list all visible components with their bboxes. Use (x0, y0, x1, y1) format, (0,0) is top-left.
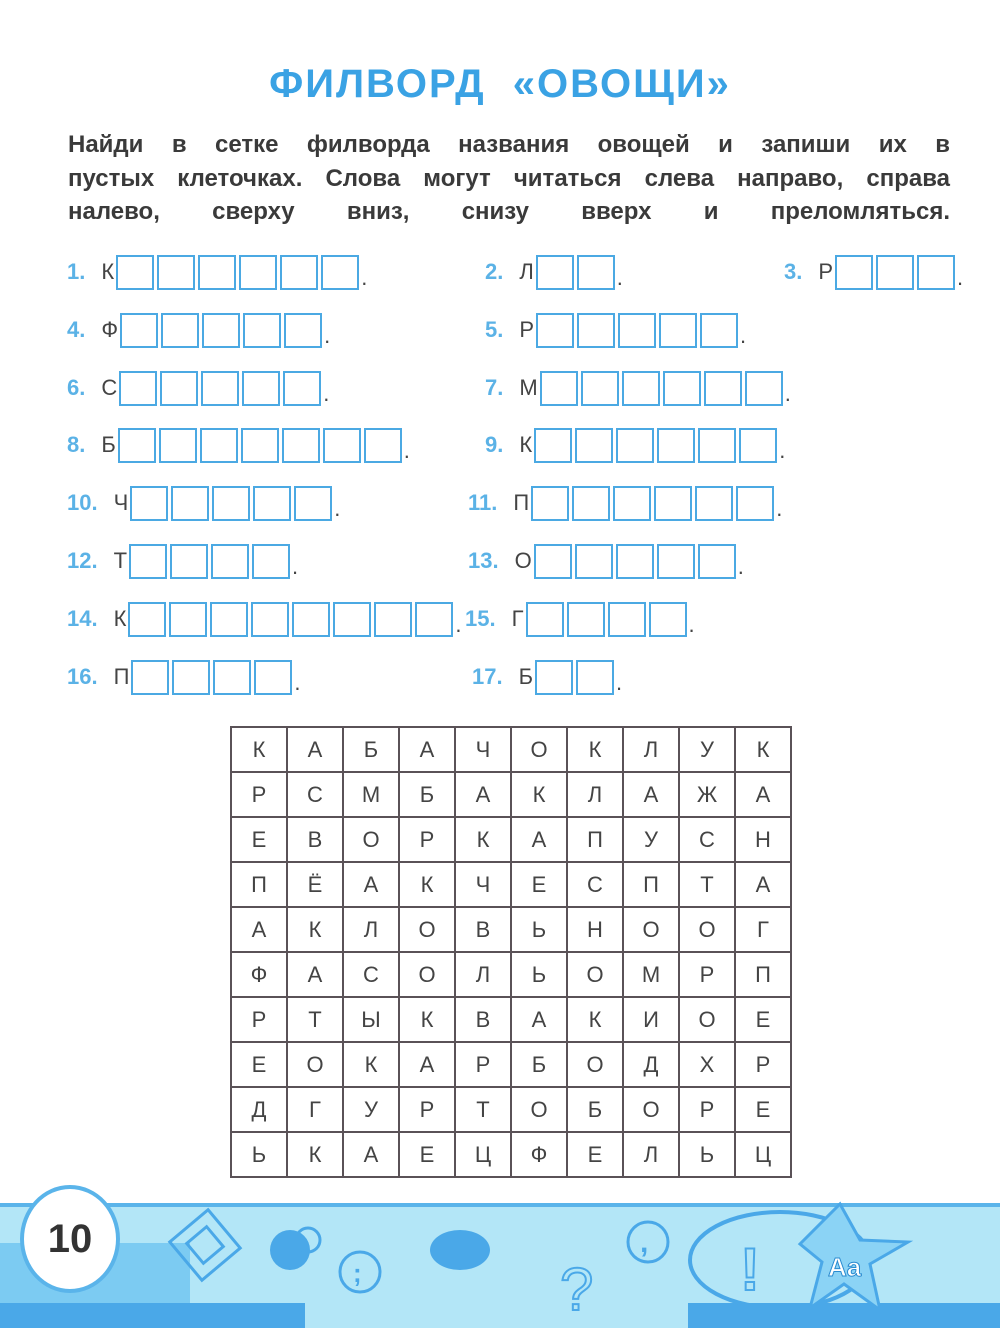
answer-letter-box[interactable] (239, 255, 277, 290)
answer-letter-box[interactable] (241, 428, 279, 463)
answer-letter-box[interactable] (534, 428, 572, 463)
page-title: ФИЛВОРД «ОВОЩИ» (269, 62, 731, 106)
item-first-letter: О (514, 548, 532, 573)
answer-letter-box[interactable] (581, 371, 619, 406)
answer-letter-box[interactable] (698, 428, 736, 463)
grid-cell[interactable]: О (343, 817, 399, 862)
period: . (292, 554, 299, 579)
grid-cell[interactable]: Е (511, 862, 567, 907)
grid-cell[interactable]: П (735, 952, 791, 997)
grid-cell[interactable]: Т (455, 1087, 511, 1132)
answer-letter-box[interactable] (283, 371, 321, 406)
item-first-letter: К (113, 606, 127, 631)
grid-cell[interactable]: Е (735, 1087, 791, 1132)
item-first-letter: С (101, 375, 118, 400)
answer-letter-box[interactable] (160, 371, 198, 406)
grid-cell[interactable]: О (511, 1087, 567, 1132)
answer-letter-box[interactable] (294, 486, 332, 521)
grid-cell[interactable]: Ц (735, 1132, 791, 1177)
grid-cell[interactable]: Б (567, 1087, 623, 1132)
item-number: 6. (67, 375, 86, 400)
grid-cell[interactable]: О (399, 952, 455, 997)
instruction-line: Найди в сетке филворда названия овощей и запиши их в (68, 131, 950, 158)
answer-letter-box[interactable] (534, 544, 572, 579)
grid-row (231, 907, 791, 952)
answer-letter-box[interactable] (169, 602, 207, 637)
answer-letter-box[interactable] (200, 428, 238, 463)
grid-cell[interactable]: К (231, 727, 287, 772)
grid-cell[interactable]: А (343, 862, 399, 907)
grid-cell[interactable]: А (511, 817, 567, 862)
grid-cell[interactable]: В (455, 997, 511, 1042)
grid-cell[interactable]: Р (679, 1087, 735, 1132)
answer-letter-box[interactable] (659, 313, 697, 348)
period: . (740, 323, 747, 348)
answer-letter-box[interactable] (657, 544, 695, 579)
answer-letter-box[interactable] (202, 313, 240, 348)
item-number: 8. (67, 432, 86, 457)
answer-letter-box[interactable] (213, 660, 251, 695)
period: . (776, 496, 783, 521)
grid-cell[interactable]: К (343, 1042, 399, 1087)
grid-cell[interactable]: Ц (455, 1132, 511, 1177)
grid-cell[interactable]: Т (287, 997, 343, 1042)
answer-letter-box[interactable] (211, 544, 249, 579)
answer-item (67, 254, 367, 290)
grid-cell[interactable]: Ь (511, 907, 567, 952)
grid-cell[interactable]: А (511, 997, 567, 1042)
item-first-letter: Т (113, 548, 128, 573)
grid-cell[interactable]: Е (399, 1132, 455, 1177)
grid-cell[interactable]: Ф (511, 1132, 567, 1177)
answer-letter-box[interactable] (616, 428, 654, 463)
maze-icon (170, 1210, 240, 1280)
instructions (68, 128, 950, 229)
grid-cell[interactable]: П (623, 862, 679, 907)
answer-letter-box[interactable] (835, 255, 873, 290)
grid-cell[interactable]: А (735, 772, 791, 817)
grid-row (231, 1132, 791, 1177)
grid-row (231, 1042, 791, 1087)
grid-cell[interactable]: У (623, 817, 679, 862)
grid-cell[interactable]: Ч (455, 862, 511, 907)
answer-item (485, 312, 746, 348)
answer-letter-box[interactable] (252, 544, 290, 579)
answer-letter-box[interactable] (280, 255, 318, 290)
grid-cell[interactable]: Б (343, 727, 399, 772)
grid-cell[interactable]: Л (455, 952, 511, 997)
answer-letter-box[interactable] (695, 486, 733, 521)
grid-cell[interactable]: К (511, 772, 567, 817)
answer-letter-box[interactable] (608, 602, 646, 637)
answer-item (67, 427, 410, 463)
period: . (616, 670, 623, 695)
answer-item (465, 601, 695, 637)
answer-item (67, 312, 330, 348)
period: . (403, 438, 410, 463)
period: . (779, 438, 786, 463)
grid-row (231, 997, 791, 1042)
puzzle-icon (430, 1230, 490, 1270)
period: . (455, 612, 462, 637)
svg-text:;: ; (353, 1258, 362, 1288)
answer-letter-box[interactable] (170, 544, 208, 579)
answer-item (485, 370, 791, 406)
answer-letter-box[interactable] (161, 313, 199, 348)
answer-letter-box[interactable] (540, 371, 578, 406)
answer-item (468, 543, 744, 579)
grid-cell[interactable]: А (455, 772, 511, 817)
answer-letter-box[interactable] (536, 313, 574, 348)
grid-row (231, 952, 791, 997)
answer-letter-box[interactable] (536, 255, 574, 290)
answer-letter-box[interactable] (171, 486, 209, 521)
grid-cell[interactable]: С (287, 772, 343, 817)
item-first-letter: П (113, 664, 130, 689)
svg-text:?: ? (560, 1256, 594, 1323)
item-number: 11. (468, 490, 498, 515)
answer-letter-box[interactable] (284, 313, 322, 348)
item-first-letter: Ф (101, 317, 119, 342)
item-number: 15. (465, 606, 496, 631)
grid-cell[interactable]: Е (231, 1042, 287, 1087)
answer-letter-box[interactable] (526, 602, 564, 637)
item-number: 17. (472, 664, 503, 689)
grid-cell[interactable]: Р (231, 997, 287, 1042)
item-first-letter: М (519, 375, 538, 400)
answer-letter-box[interactable] (282, 428, 320, 463)
grid-cell[interactable]: Г (287, 1087, 343, 1132)
item-number: 2. (485, 259, 504, 284)
period: . (361, 265, 368, 290)
grid-cell[interactable]: Ж (679, 772, 735, 817)
answer-letter-box[interactable] (622, 371, 660, 406)
grid-row (231, 862, 791, 907)
word-search-grid (230, 726, 792, 1178)
answer-letter-box[interactable] (251, 602, 289, 637)
grid-cell[interactable]: С (343, 952, 399, 997)
answer-letter-box[interactable] (577, 313, 615, 348)
answer-letter-box[interactable] (736, 486, 774, 521)
grid-cell[interactable]: Х (679, 1042, 735, 1087)
grid-cell[interactable]: Р (455, 1042, 511, 1087)
item-first-letter: П (513, 490, 530, 515)
grid-cell[interactable]: М (623, 952, 679, 997)
item-first-letter: Л (519, 259, 534, 284)
answer-letter-box[interactable] (159, 428, 197, 463)
answer-letter-box[interactable] (116, 255, 154, 290)
instruction-line: пустых клеточках. Слова могут читаться слева направо, справа (68, 164, 950, 192)
answer-letter-box[interactable] (119, 371, 157, 406)
grid-cell[interactable]: О (399, 907, 455, 952)
item-first-letter: Б (518, 664, 534, 689)
answer-letter-box[interactable] (576, 660, 614, 695)
grid-cell[interactable]: Л (567, 772, 623, 817)
answer-item (784, 254, 963, 290)
comma-icon (628, 1222, 668, 1262)
item-number: 16. (67, 664, 98, 689)
answer-letter-box[interactable] (618, 313, 656, 348)
answer-letter-box[interactable] (198, 255, 236, 290)
grid-cell[interactable]: Л (343, 907, 399, 952)
answer-letter-box[interactable] (374, 602, 412, 637)
grid-cell[interactable]: П (567, 817, 623, 862)
star-icon (800, 1204, 908, 1310)
period: . (323, 381, 330, 406)
puzzle-icon (270, 1228, 320, 1270)
item-first-letter: Г (511, 606, 524, 631)
answer-letter-box[interactable] (876, 255, 914, 290)
item-first-letter: Р (818, 259, 834, 284)
answer-letter-box[interactable] (131, 660, 169, 695)
item-number: 1. (67, 259, 86, 284)
grid-cell[interactable]: Н (567, 907, 623, 952)
grid-cell[interactable]: К (455, 817, 511, 862)
grid-cell[interactable]: А (623, 772, 679, 817)
grid-cell[interactable]: Е (231, 817, 287, 862)
svg-text:!: ! (740, 1236, 760, 1303)
semicolon-icon (340, 1252, 380, 1292)
grid-cell[interactable]: А (735, 862, 791, 907)
grid-cell[interactable]: К (399, 862, 455, 907)
answer-item (468, 485, 782, 521)
answer-letter-box[interactable] (567, 602, 605, 637)
answer-letter-box[interactable] (745, 371, 783, 406)
grid-cell[interactable]: М (343, 772, 399, 817)
answer-letter-box[interactable] (649, 602, 687, 637)
grid-cell[interactable]: Б (511, 1042, 567, 1087)
answer-item (485, 427, 785, 463)
grid-cell[interactable]: Б (399, 772, 455, 817)
grid-cell[interactable]: К (287, 907, 343, 952)
item-number: 13. (468, 548, 499, 573)
grid-cell[interactable]: Е (567, 1132, 623, 1177)
answer-letter-box[interactable] (201, 371, 239, 406)
grid-cell[interactable]: Д (231, 1087, 287, 1132)
grid-cell[interactable]: В (287, 817, 343, 862)
answer-item (67, 601, 462, 637)
answer-letter-box[interactable] (616, 544, 654, 579)
answer-letter-box[interactable] (120, 313, 158, 348)
answer-letter-box[interactable] (535, 660, 573, 695)
period: . (957, 265, 964, 290)
item-first-letter: Б (101, 432, 116, 457)
grid-cell[interactable]: Ы (343, 997, 399, 1042)
answer-letter-box[interactable] (129, 544, 167, 579)
period: . (737, 554, 744, 579)
answer-item (67, 543, 298, 579)
answer-letter-box[interactable] (242, 371, 280, 406)
answer-letter-box[interactable] (212, 486, 250, 521)
item-first-letter: Ч (113, 490, 129, 515)
grid-cell[interactable]: К (567, 727, 623, 772)
grid-cell[interactable]: А (343, 1132, 399, 1177)
svg-text:,: , (640, 1226, 649, 1259)
answer-letter-box[interactable] (253, 486, 291, 521)
item-number: 9. (485, 432, 504, 457)
answer-letter-box[interactable] (130, 486, 168, 521)
answer-letter-box[interactable] (575, 544, 613, 579)
period: . (616, 265, 623, 290)
answer-letter-box[interactable] (917, 255, 955, 290)
grid-cell[interactable]: Ь (679, 1132, 735, 1177)
answer-item (67, 485, 340, 521)
answer-letter-box[interactable] (364, 428, 402, 463)
grid-cell[interactable]: О (567, 952, 623, 997)
grid-cell[interactable]: Л (623, 727, 679, 772)
grid-cell[interactable]: О (567, 1042, 623, 1087)
grid-cell[interactable]: Ь (511, 952, 567, 997)
item-first-letter: Р (519, 317, 535, 342)
answer-letter-box[interactable] (210, 602, 248, 637)
answer-letter-box[interactable] (654, 486, 692, 521)
grid-row (231, 727, 791, 772)
grid-cell[interactable]: Р (735, 1042, 791, 1087)
answer-letter-box[interactable] (739, 428, 777, 463)
grid-cell[interactable]: Ч (455, 727, 511, 772)
grid-cell[interactable]: О (679, 997, 735, 1042)
answer-item (67, 659, 301, 695)
answer-letter-box[interactable] (577, 255, 615, 290)
grid-cell[interactable]: Р (399, 1087, 455, 1132)
grid-cell[interactable]: О (623, 907, 679, 952)
grid-cell[interactable]: Р (399, 817, 455, 862)
grid-cell[interactable]: О (511, 727, 567, 772)
grid-cell[interactable]: У (679, 727, 735, 772)
answer-letter-box[interactable] (321, 255, 359, 290)
grid-cell[interactable]: К (287, 1132, 343, 1177)
grid-cell[interactable]: Г (735, 907, 791, 952)
answer-letter-box[interactable] (663, 371, 701, 406)
period: . (324, 323, 331, 348)
grid-row (231, 1087, 791, 1132)
grid-cell[interactable]: Ь (231, 1132, 287, 1177)
grid-cell[interactable]: В (455, 907, 511, 952)
grid-cell[interactable]: Н (735, 817, 791, 862)
footer-decoration-icons (160, 1200, 1000, 1328)
answer-letter-box[interactable] (292, 602, 330, 637)
answer-letter-box[interactable] (254, 660, 292, 695)
answer-letter-box[interactable] (118, 428, 156, 463)
item-number: 4. (67, 317, 86, 342)
item-first-letter: К (519, 432, 533, 457)
item-number: 5. (485, 317, 504, 342)
grid-cell[interactable]: О (623, 1087, 679, 1132)
grid-cell[interactable]: Д (623, 1042, 679, 1087)
grid-cell[interactable]: Ф (231, 952, 287, 997)
grid-cell[interactable]: А (231, 907, 287, 952)
grid-cell[interactable]: А (287, 952, 343, 997)
grid-cell[interactable]: Л (623, 1132, 679, 1177)
answer-letter-box[interactable] (243, 313, 281, 348)
period: . (334, 496, 341, 521)
answer-item (485, 254, 623, 290)
item-number: 3. (784, 259, 803, 284)
grid-cell[interactable]: К (399, 997, 455, 1042)
item-number: 14. (67, 606, 98, 631)
item-first-letter: К (101, 259, 115, 284)
grid-cell[interactable]: К (567, 997, 623, 1042)
item-number: 12. (67, 548, 98, 573)
grid-row (231, 817, 791, 862)
grid-cell[interactable]: О (287, 1042, 343, 1087)
answer-letter-box[interactable] (172, 660, 210, 695)
item-number: 10. (67, 490, 98, 515)
grid-cell[interactable]: Р (231, 772, 287, 817)
grid-cell[interactable]: К (735, 727, 791, 772)
grid-cell[interactable]: Р (679, 952, 735, 997)
answer-letter-box[interactable] (572, 486, 610, 521)
answer-letter-box[interactable] (700, 313, 738, 348)
grid-cell[interactable]: С (567, 862, 623, 907)
answer-letter-box[interactable] (415, 602, 453, 637)
grid-cell[interactable]: О (679, 907, 735, 952)
grid-cell[interactable]: Т (679, 862, 735, 907)
grid-cell[interactable]: А (399, 727, 455, 772)
question-icon (560, 1256, 593, 1323)
page-number: 10 (20, 1185, 120, 1293)
grid-cell[interactable]: Е (735, 997, 791, 1042)
grid-cell[interactable]: Ё (287, 862, 343, 907)
answer-letter-box[interactable] (698, 544, 736, 579)
period: . (294, 670, 301, 695)
grid-row (231, 772, 791, 817)
grid-cell[interactable]: С (679, 817, 735, 862)
answer-letter-box[interactable] (613, 486, 651, 521)
grid-cell[interactable]: П (231, 862, 287, 907)
grid-cell[interactable]: А (399, 1042, 455, 1087)
star-badge-text: Aa (828, 1252, 862, 1282)
answer-letter-box[interactable] (531, 486, 569, 521)
answer-letter-box[interactable] (657, 428, 695, 463)
grid-cell[interactable]: У (343, 1087, 399, 1132)
grid-cell[interactable]: И (623, 997, 679, 1042)
answer-letter-box[interactable] (704, 371, 742, 406)
period: . (784, 381, 791, 406)
item-number: 7. (485, 375, 504, 400)
answer-item (472, 659, 622, 695)
answer-letter-box[interactable] (128, 602, 166, 637)
period: . (688, 612, 695, 637)
instruction-line: налево, сверху вниз, снизу вверх и преломляться. (68, 198, 950, 225)
answer-letter-box[interactable] (575, 428, 613, 463)
answer-item (67, 370, 329, 406)
grid-cell[interactable]: А (287, 727, 343, 772)
answer-letter-box[interactable] (333, 602, 371, 637)
answer-letter-box[interactable] (157, 255, 195, 290)
answer-letter-box[interactable] (323, 428, 361, 463)
